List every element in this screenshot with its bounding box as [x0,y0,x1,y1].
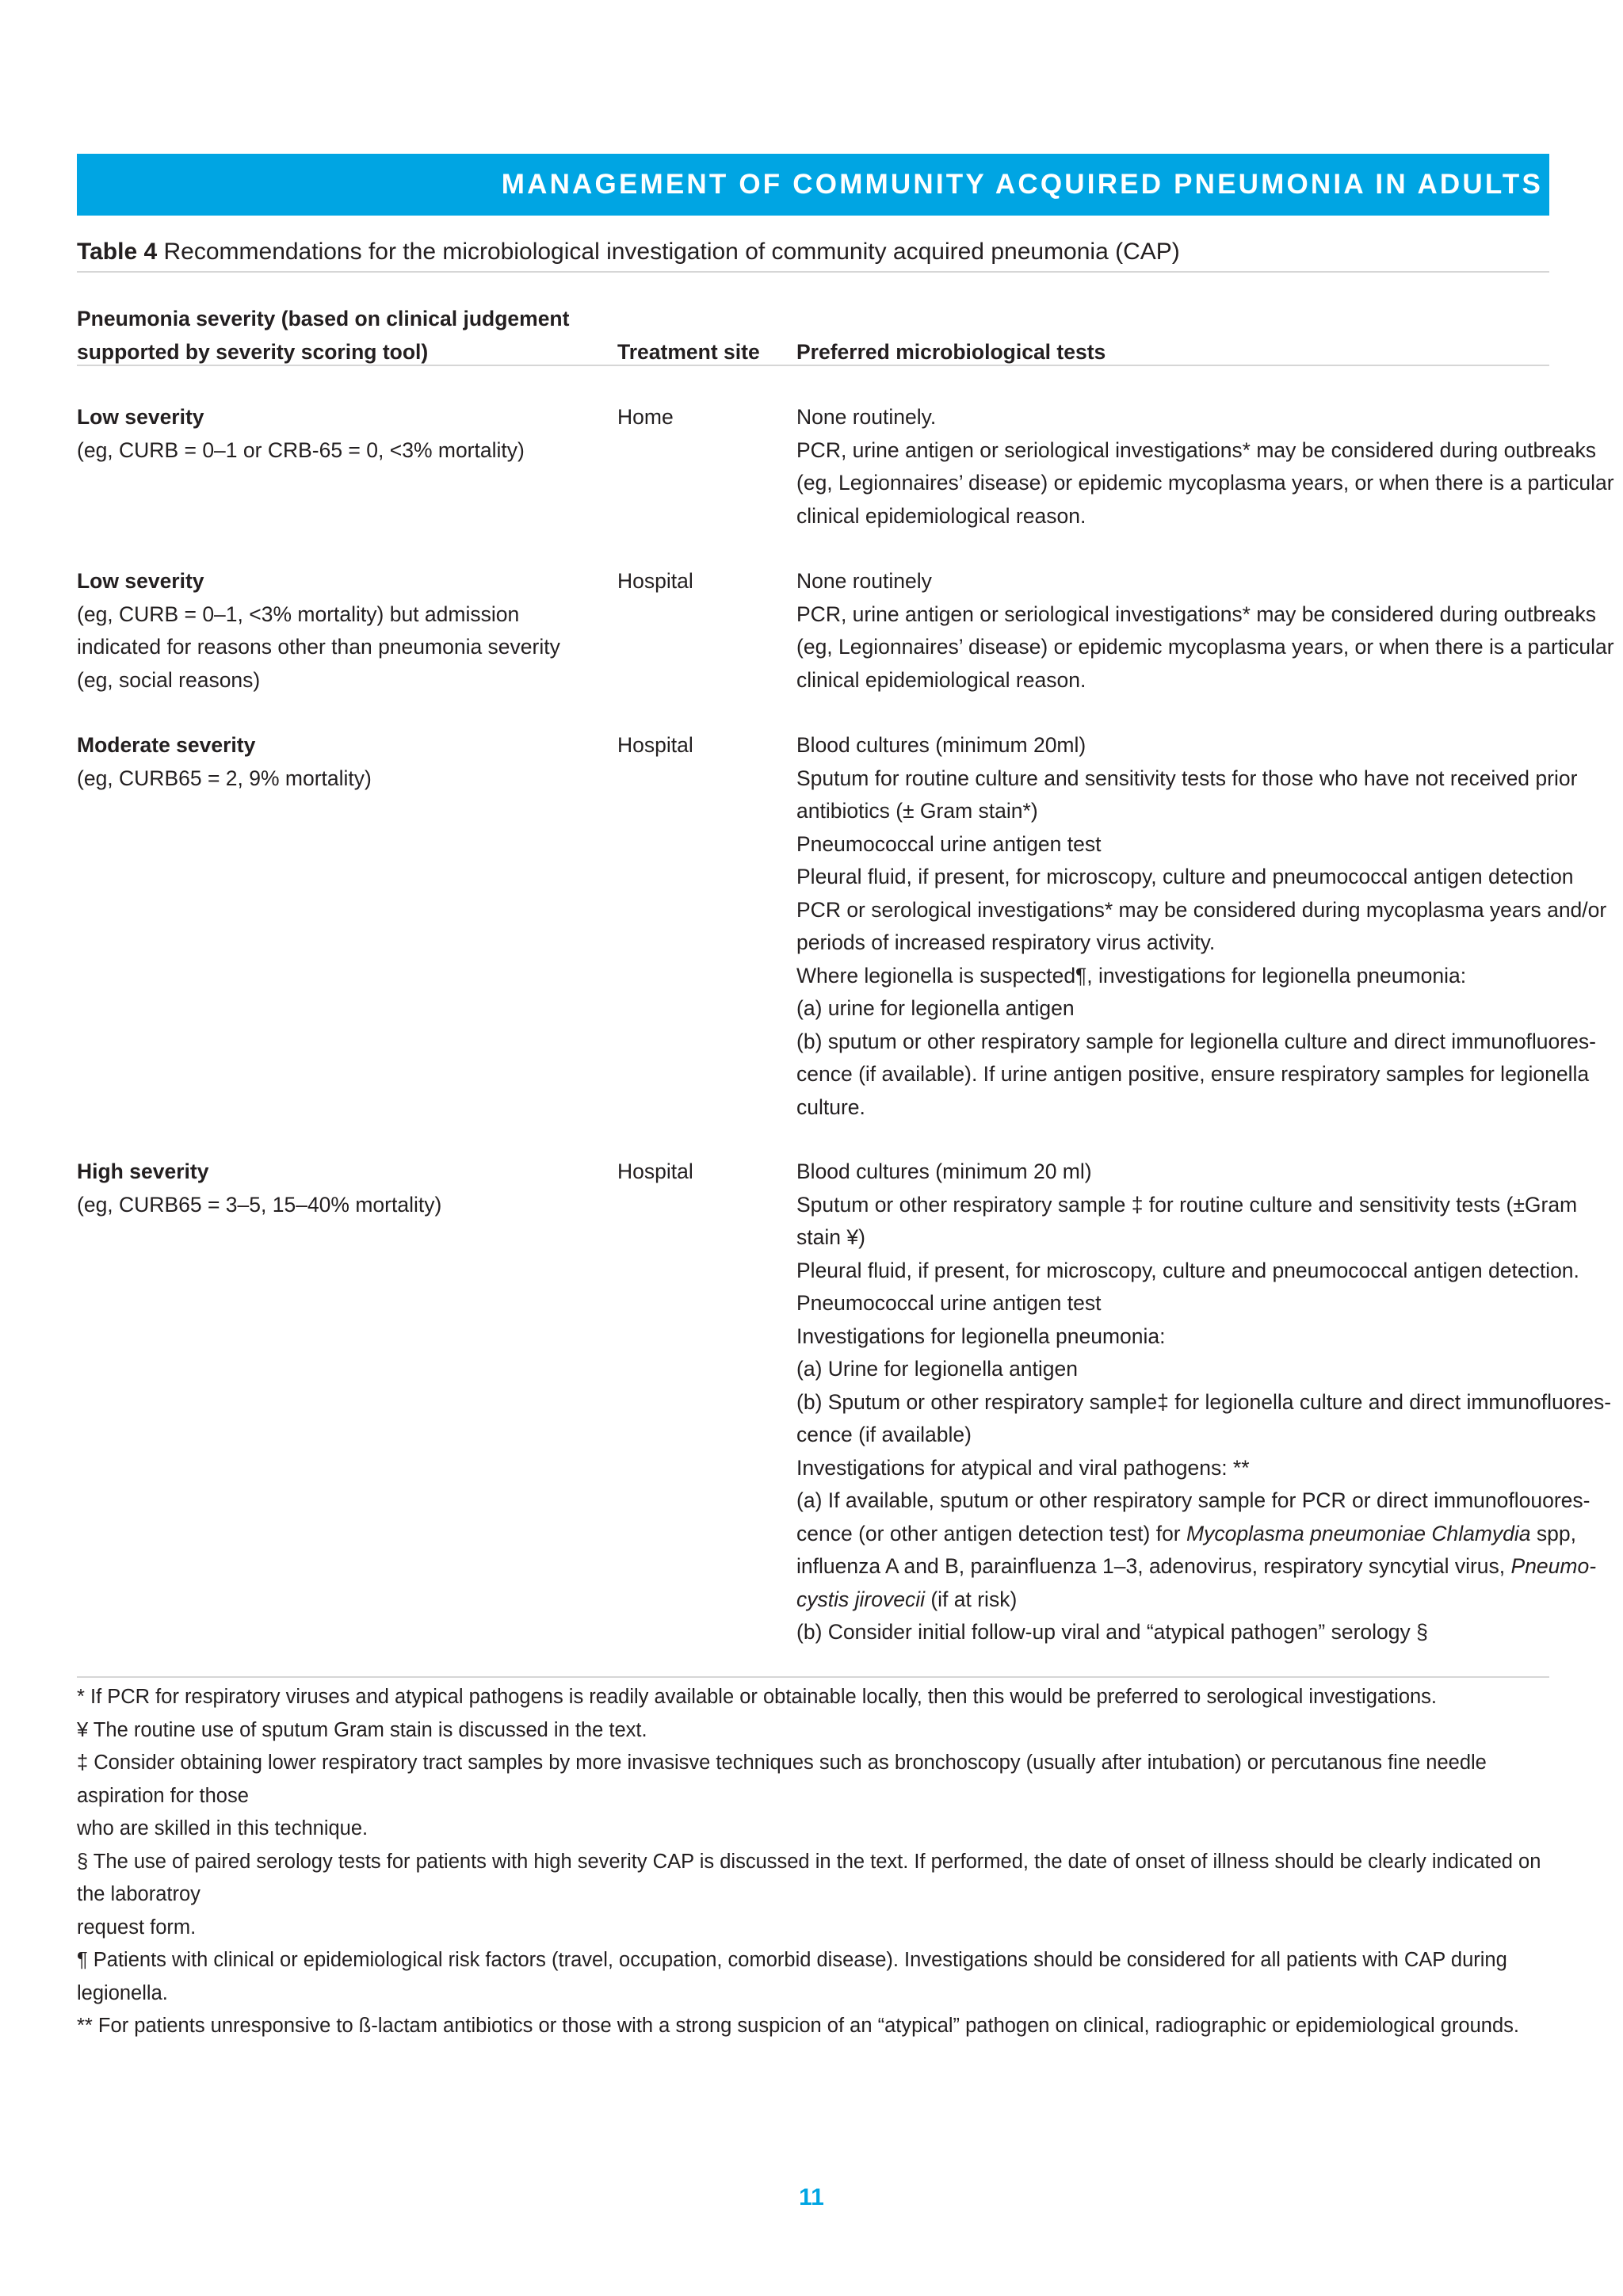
table-caption-text: Recommendations for the microbiological investigation of community acquired pneumonia (CAP) [157,239,1180,265]
test-line: None routinely [796,569,932,593]
row-treatment-site: Hospital [617,569,693,593]
severity-title: Low severity [77,569,204,593]
test-line: cence (if available) [796,1423,972,1446]
test-line: (b) Sputum or other respiratory sample‡ for legionella culture and direct immunofluores- [796,1389,1612,1414]
row-treatment-site: Hospital [617,1159,693,1183]
row-tests [796,401,1614,533]
test-line: (a) If available, sputum or other respiratory sample for PCR or direct immunoflouores- [796,1488,1591,1512]
footnote-line: ‡ Consider obtaining lower respiratory tract samples by more invasisve techniques such as bronchoscopy (usually after intubation) or percutanous fine needle aspiration for those [77,1752,1487,1807]
test-line: cence (if available). If urine antigen positive, ensure respiratory samples for legionella [796,1062,1590,1086]
footnote-line: request form. [77,1916,197,1939]
test-line: PCR, urine antigen or seriological investigations* may be considered during outbreaks [796,437,1597,462]
footnote-line: ** For patients unresponsive to ß-lactam antibiotics or those with a strong suspicion of an “atypical” pathogen on clinical, radiographic or epidemiological grounds. [77,2015,1519,2037]
test-line: clinical epidemiological reason. [796,667,1086,692]
test-line: PCR or serological investigations* may be considered during mycoplasma years and/or [796,897,1607,922]
row-treatment-site: Home [617,405,674,429]
test-line: cence (or other antigen detection test) for Mycoplasma pneumoniae Chlamydia spp, [796,1521,1576,1545]
test-line: clinical epidemiological reason. [796,503,1086,528]
test-line: Blood cultures (minimum 20ml) [796,733,1086,757]
test-line: (a) Urine for legionella antigen [796,1357,1079,1381]
severity-detail: (eg, CURB = 0–1 or CRB-65 = 0, <3% mortality) [77,437,525,462]
test-line: None routinely. [796,405,937,429]
footnote-line: ¶ Patients with clinical or epidemiological risk factors (travel, occupation, comorbid disease). Investigations should be considered for all patients with CAP during legionella. [77,1949,1507,2004]
test-line: (a) urine for legionella antigen [796,996,1075,1020]
severity-detail: (eg, CURB65 = 3–5, 15–40% mortality) [77,1192,442,1217]
test-line: (eg, Legionnaires’ disease) or epidemic mycoplasma years, or when there is a particular [796,471,1614,495]
test-line: PCR, urine antigen or seriological investigations* may be considered during outbreaks [796,602,1597,626]
test-line: influenza A and B, parainfluenza 1–3, adenovirus, respiratory syncytial virus, Pneumo- [796,1554,1597,1578]
test-line: antibiotics (± Gram stain*) [796,799,1038,823]
test-line: Sputum for routine culture and sensitivity tests for those who have not received prior [796,766,1578,790]
test-line: Blood cultures (minimum 20 ml) [796,1159,1092,1183]
banner-title: MANAGEMENT OF COMMUNITY ACQUIRED PNEUMONIA IN ADULTS [501,169,1543,200]
row-severity [77,729,372,795]
footnote-divider [77,1676,1549,1678]
row-tests [796,729,1606,1124]
section-banner [77,154,1549,216]
test-line: Pneumococcal urine antigen test [796,831,1102,856]
test-line: periods of increased respiratory virus activity. [796,930,1216,954]
page-number: 11 [799,2184,824,2210]
header-divider [77,365,1549,366]
test-line: Where legionella is suspected¶, investigations for legionella pneumonia: [796,963,1467,988]
severity-detail: (eg, CURB65 = 2, 9% mortality) [77,766,372,790]
header-severity-line1: Pneumonia severity (based on clinical judgement [77,307,570,330]
row-severity [77,401,525,467]
test-line: cystis jirovecii (if at risk) [796,1587,1018,1611]
header-severity-line2: supported by severity scoring tool) [77,339,429,364]
header-preferred-tests: Preferred microbiological tests [796,340,1106,364]
row-treatment-site: Hospital [617,733,693,757]
severity-title: Moderate severity [77,733,256,757]
header-severity [77,303,569,369]
severity-detail: (eg, social reasons) [77,667,261,692]
test-line: culture. [796,1095,865,1119]
row-severity [77,565,560,697]
header-treatment-site: Treatment site [617,340,760,364]
footnote-line: ¥ The routine use of sputum Gram stain is discussed in the text. [77,1718,647,1741]
test-line: Pleural fluid, if present, for microscopy, culture and pneumococcal antigen detection. [796,1258,1579,1282]
test-line: Pneumococcal urine antigen test [796,1291,1102,1315]
test-line: Sputum or other respiratory sample ‡ for routine culture and sensitivity tests (±Gram [796,1192,1578,1217]
table-caption [77,236,1549,273]
test-line: Investigations for atypical and viral pathogens: ** [796,1455,1250,1480]
test-line: (b) Consider initial follow-up viral and “atypical pathogen” serology § [796,1620,1428,1644]
severity-detail: (eg, CURB = 0–1, <3% mortality) but admission [77,602,520,626]
test-line: (eg, Legionnaires’ disease) or epidemic mycoplasma years, or when there is a particular [796,635,1614,659]
test-line: stain ¥) [796,1225,865,1249]
row-severity [77,1156,441,1221]
row-tests [796,1156,1611,1649]
footnote-line: § The use of paired serology tests for patients with high severity CAP is discussed in the text. If performed, the date of onset of illness should be clearly indicated on the laboratroy [77,1850,1541,1905]
row-tests [796,565,1614,697]
table-caption-label: Table 4 [77,239,158,265]
test-line: Investigations for legionella pneumonia: [796,1324,1166,1348]
footnotes [77,1681,1549,2043]
severity-title: High severity [77,1159,209,1183]
test-line: Pleural fluid, if present, for microscopy, culture and pneumococcal antigen detection [796,865,1574,888]
test-line: (b) sputum or other respiratory sample for legionella culture and direct immunofluores- [796,1029,1596,1053]
severity-title: Low severity [77,405,204,429]
severity-detail: indicated for reasons other than pneumonia severity [77,635,560,659]
footnote-line: who are skilled in this technique. [77,1817,369,1839]
footnote-line: * If PCR for respiratory viruses and atypical pathogens is readily available or obtainable locally, then this would be preferred to serological investigations. [77,1686,1438,1708]
